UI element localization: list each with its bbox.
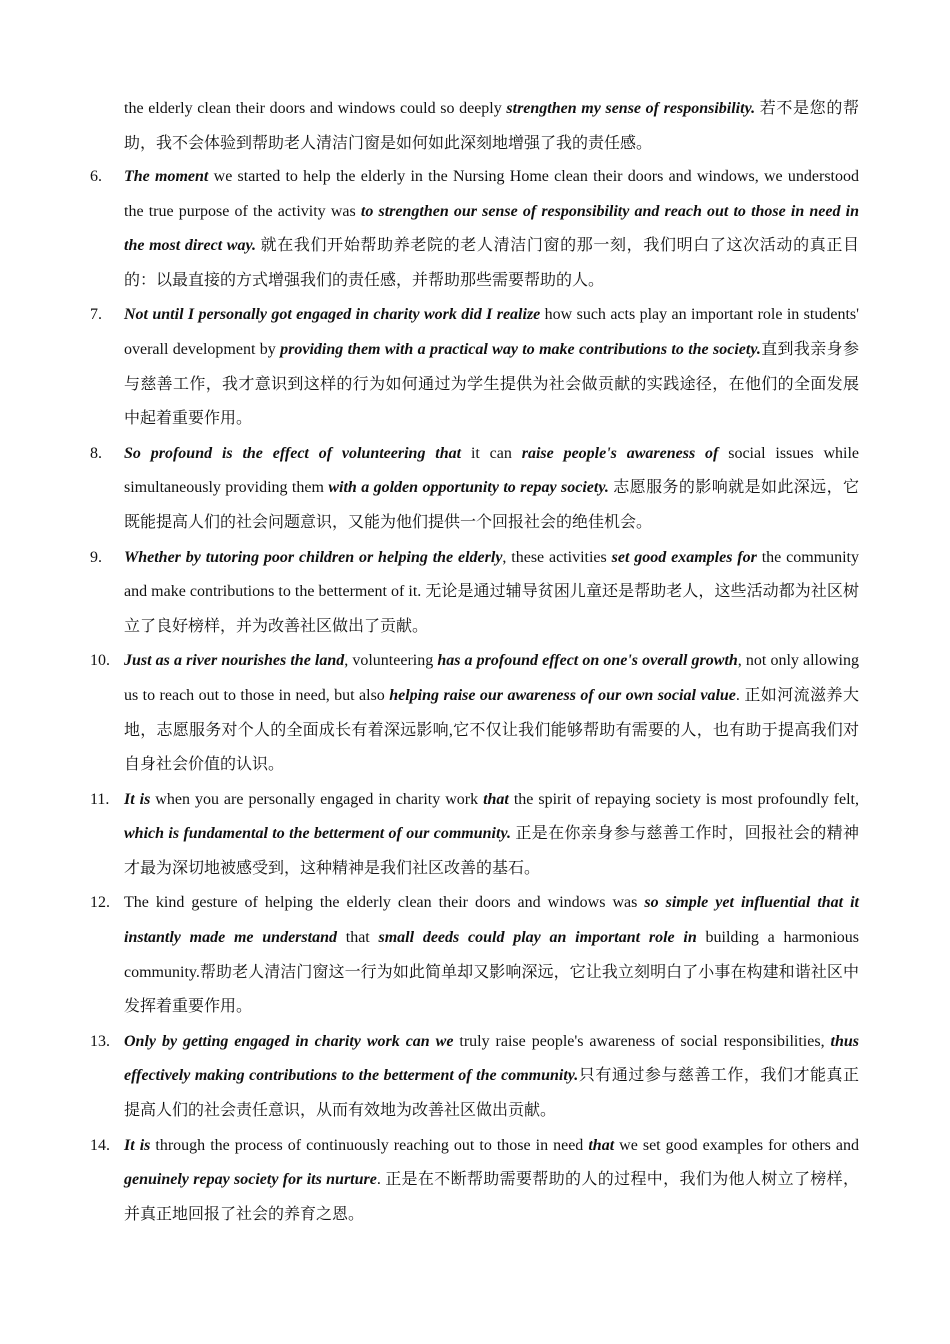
emphasis-phrase: The moment	[124, 168, 209, 185]
item-number: 12.	[90, 894, 110, 912]
emphasis-phrase: Not until I personally got engaged in charity work did I realize	[124, 306, 541, 324]
list-item	[0, 644, 950, 782]
list-item	[0, 1025, 950, 1129]
item-text	[124, 160, 859, 298]
text-run: it can	[461, 444, 522, 462]
item-text	[124, 437, 859, 541]
text-run: , volunteering	[344, 652, 438, 670]
item-text	[124, 886, 859, 1024]
text-run: we started to help the elderly in the Nursing Home clean their doors and windows, we understood the true purpose of the activity was	[124, 168, 859, 220]
emphasis-phrase: has a profound effect on one's overall growth	[437, 652, 738, 670]
item-text	[124, 298, 859, 436]
text-run: . 正是在不断帮助需要帮助的人的过程中，我们为他人树立了榜样，并真正地回报了社会的养育之恩。	[124, 1171, 859, 1223]
emphasis-phrase: so simple yet influential that it instantly made me understand	[124, 894, 860, 947]
text-run: we set good examples for others and	[614, 1136, 860, 1154]
list-item	[0, 783, 950, 887]
emphasis-phrase: Only by getting engaged in charity work can we	[124, 1032, 454, 1050]
emphasis-phrase: providing them with a practical way to make contributions to the society.	[280, 340, 761, 358]
emphasis-phrase: set good examples for	[611, 548, 757, 566]
emphasis-phrase: to strengthen our sense of responsibility and reach out to those in need in the most direct way.	[124, 202, 859, 255]
item-text	[124, 644, 859, 782]
text-run: The kind gesture of helping the elderly clean their doors and windows was	[124, 894, 645, 912]
emphasis-phrase: which is fundamental to the betterment of our community.	[124, 825, 511, 843]
item-number: 9.	[90, 548, 102, 566]
text-run: building a harmonious community.帮助老人清洁门窗这一行为如此简单却又影响深远，它让我立刻明白了小事在构建和谐社区中发挥着重要作用。	[124, 929, 860, 1016]
list-item	[0, 160, 950, 298]
emphasis-phrase: genuinely repay society for its nurture	[124, 1171, 377, 1189]
item-text	[124, 1025, 859, 1129]
emphasis-phrase: So profound is the effect of volunteering that	[124, 444, 462, 462]
emphasis-phrase: that	[483, 790, 509, 808]
emphasis-phrase: raise people's awareness of	[521, 444, 719, 462]
emphasis-phrase: strengthen my sense of responsibility.	[506, 100, 756, 117]
text-run: 直到我亲身参与慈善工作，我才意识到这样的行为如何通过为学生提供为社会做贡献的实践途径，在他们的全面发展中起着重要作用。	[124, 340, 859, 428]
text-run: , these activities	[502, 548, 612, 566]
item-number: 7.	[90, 306, 102, 324]
list-item	[0, 298, 950, 436]
emphasis-phrase: Just as a river nourishes the land	[124, 652, 345, 670]
item-number: 11.	[90, 790, 110, 808]
item-number: 14.	[90, 1136, 110, 1154]
text-run: truly raise people's awareness of social responsibilities,	[453, 1032, 831, 1050]
item-text	[124, 783, 859, 887]
emphasis-phrase: with a golden opportunity to repay society.	[328, 479, 609, 497]
list-item	[0, 886, 950, 1024]
item-number: 13.	[90, 1032, 110, 1050]
list-item	[0, 437, 950, 541]
text-run: 志愿服务的影响就是如此深远，它既能提高人们的社会问题意识，又能为他们提供一个回报社会的绝佳机会。	[124, 479, 859, 531]
text-run: social issues while simultaneously providing them	[124, 444, 860, 497]
text-run: 若不是您的帮助，我不会体验到帮助老人清洁门窗是如何如此深刻地增强了我的责任感。	[124, 100, 859, 152]
item-number: 10.	[90, 652, 110, 670]
emphasis-phrase: small deeds could play an important role in	[378, 929, 697, 947]
text-run: the community and make contributions to the betterment of it. 无论是通过辅导贫困儿童还是帮助老人，这些活动都为社区树立了良好榜样，并为改善社区做出了贡献。	[124, 548, 859, 635]
text-run: the elderly clean their doors and windows could so deeply	[124, 100, 507, 117]
text-run: 正是在你亲身参与慈善工作时，回报社会的精神才最为深切地被感受到，这种精神是我们社区改善的基石。	[124, 825, 859, 877]
text-run: how such acts play an important role in students' overall development by	[124, 306, 860, 358]
continuation-paragraph	[124, 92, 859, 161]
item-text	[124, 1129, 859, 1233]
text-run: through the process of continuously reaching out to those in need	[150, 1136, 589, 1154]
sentence-list	[0, 160, 950, 1232]
text-run: 就在我们开始帮助养老院的老人清洁门窗的那一刻，我们明白了这次活动的真正目的：以最直接的方式增强我们的责任感，并帮助那些需要帮助的人。	[124, 237, 859, 289]
text-run: 只有通过参与慈善工作，我们才能真正提高人们的社会责任意识，从而有效地为改善社区做出贡献。	[124, 1067, 859, 1120]
text-run: the spirit of repaying society is most profoundly felt,	[508, 790, 860, 808]
text-run: that	[336, 929, 379, 947]
text-run: when you are personally engaged in charity work	[150, 790, 484, 808]
list-item	[0, 541, 950, 645]
item-number: 8.	[90, 444, 102, 462]
emphasis-phrase: Whether by tutoring poor children or helping the elderly	[124, 548, 503, 566]
text-run: , not only allowing us to reach out to those in need, but also	[124, 652, 859, 704]
text-run: . 正如河流滋养大地，志愿服务对个人的全面成长有着深远影响,它不仅让我们能够帮助有需要的人，也有助于提高我们对自身社会价值的认识。	[124, 686, 859, 774]
item-number: 6.	[90, 168, 102, 185]
list-item	[0, 1129, 950, 1233]
emphasis-phrase: that	[588, 1136, 615, 1154]
item-text	[124, 541, 859, 645]
emphasis-phrase: thus effectively making contributions to the betterment of the community.	[124, 1032, 859, 1085]
emphasis-phrase: It is	[124, 790, 151, 808]
emphasis-phrase: It is	[124, 1136, 151, 1154]
emphasis-phrase: helping raise our awareness of our own social value	[389, 686, 736, 704]
